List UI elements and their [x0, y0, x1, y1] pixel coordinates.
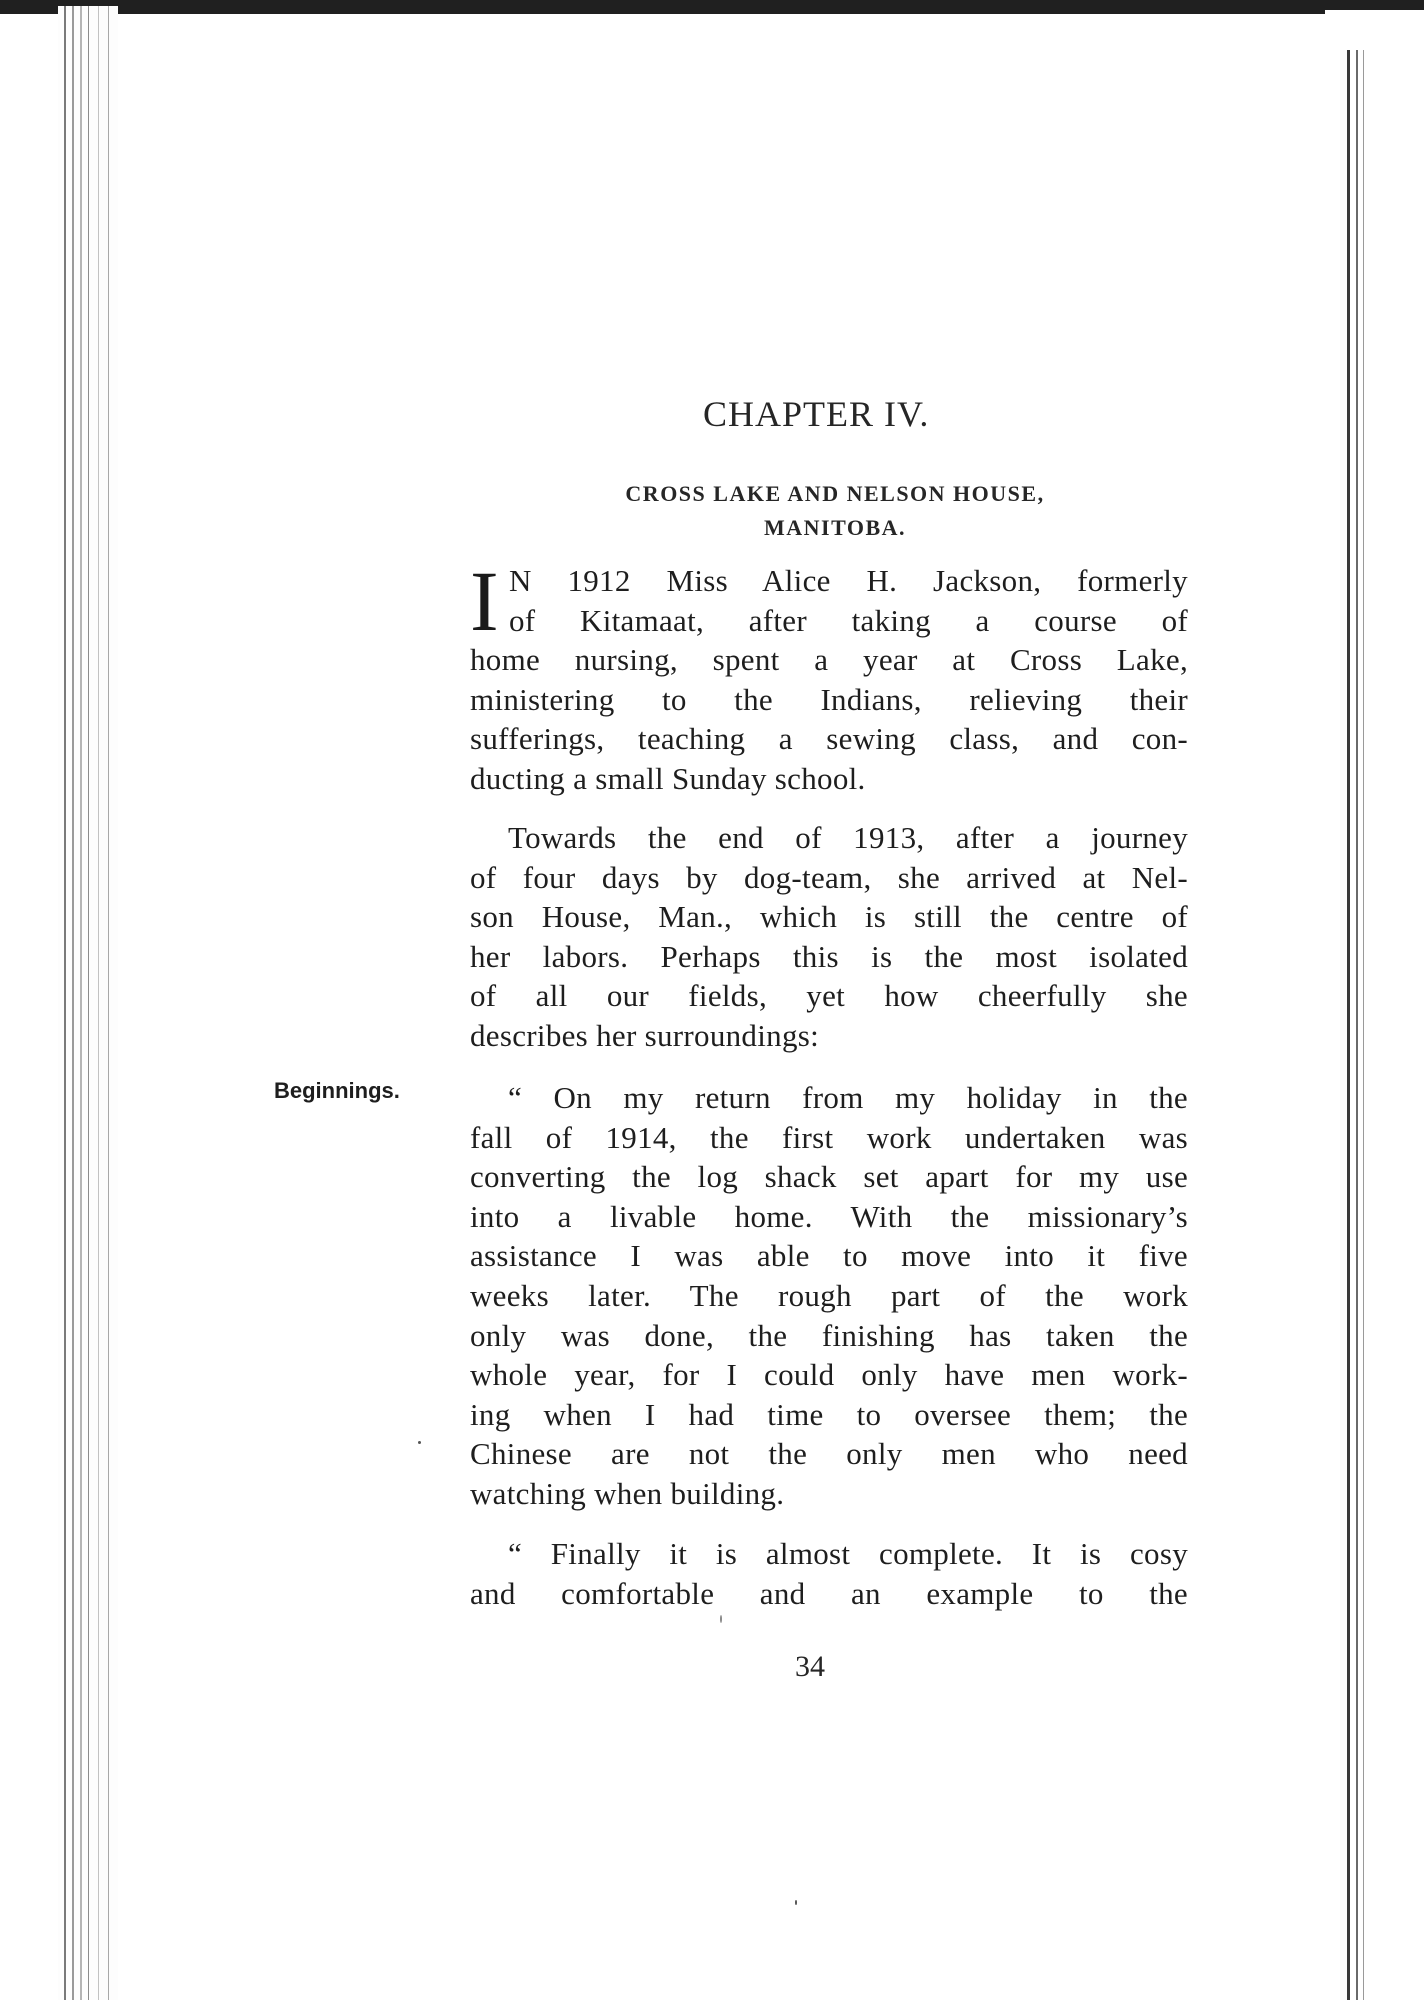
paragraph-1 [470, 553, 1188, 799]
heading-line: CROSS LAKE AND NELSON HOUSE, [625, 481, 1045, 506]
text-line: of all our fields, yet how cheerfully she [470, 978, 1188, 1014]
page-number: 34 [795, 1650, 825, 1683]
paragraph-3 [470, 1078, 1188, 1514]
paragraph-2 [470, 818, 1188, 1056]
text-line: ducting a small Sunday school. [470, 760, 866, 796]
text-line: son House, Man., which is still the centre of [470, 899, 1188, 935]
scan-speck [720, 1615, 722, 1623]
facing-page-edge [1325, 10, 1424, 2000]
text-line: “ On my return from my holiday in the [508, 1080, 1188, 1115]
text-line: of four days by dog-team, she arrived at Nel- [470, 859, 1188, 895]
text-line: whole year, for I could only have men work- [470, 1357, 1188, 1393]
text-line: and comfortable and an example to the [470, 1575, 1188, 1611]
paragraph-4 [470, 1534, 1188, 1613]
text-line: sufferings, teaching a sewing class, and con- [470, 721, 1188, 757]
text-line: ing when I had time to oversee them; the [470, 1396, 1188, 1432]
scan-speck [795, 1900, 797, 1905]
scan-top-border [0, 0, 1424, 14]
text-line: ministering to the Indians, relieving their [470, 681, 1188, 717]
text-line: home nursing, spent a year at Cross Lake, [470, 642, 1188, 678]
text-line: weeks later. The rough part of the work [470, 1277, 1188, 1313]
scan-speck [418, 1441, 421, 1444]
heading-line: MANITOBA. [763, 515, 907, 540]
text-line: Towards the end of 1913, after a journey [508, 820, 1188, 855]
text-line: assistance I was able to move into it five [470, 1238, 1188, 1274]
drop-cap: I [470, 553, 499, 649]
text-line: Chinese are not the only men who need [470, 1436, 1188, 1472]
text-line: describes her surroundings: [470, 1017, 820, 1053]
chapter-heading [555, 477, 1115, 545]
text-line: fall of 1914, the first work undertaken was [470, 1119, 1188, 1155]
text-line: only was done, the finishing has taken the [470, 1317, 1188, 1353]
chapter-title: CHAPTER IV. [703, 394, 930, 434]
text-line: her labors. Perhaps this is the most isolated [470, 938, 1188, 974]
margin-sidenote: Beginnings. [274, 1078, 400, 1103]
text-line: of Kitamaat, after taking a course of [508, 602, 1188, 638]
text-line: N 1912 Miss Alice H. Jackson, formerly [508, 563, 1188, 598]
text-line: “ Finally it is almost complete. It is cosy [508, 1536, 1188, 1571]
text-line: watching when building. [470, 1475, 785, 1511]
binding-page-edges [58, 6, 118, 2000]
text-line: into a livable home. With the missionary’s [470, 1198, 1188, 1234]
text-line: converting the log shack set apart for my use [470, 1159, 1188, 1195]
